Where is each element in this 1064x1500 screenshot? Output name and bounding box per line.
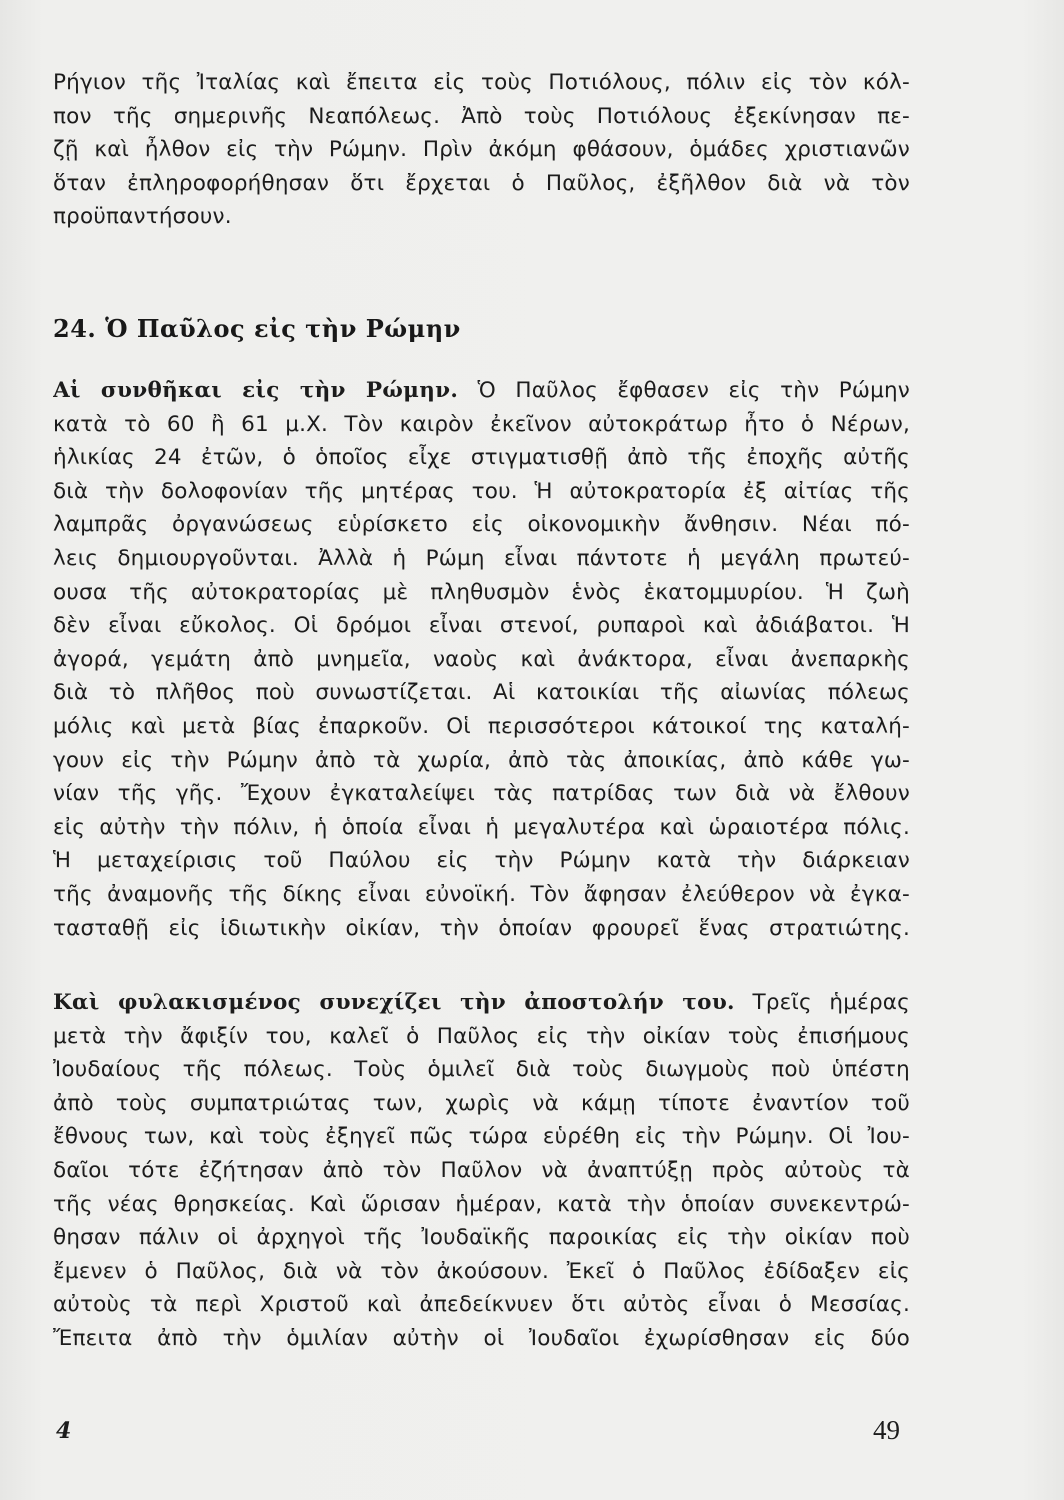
text-line: Ρήγιον τῆς Ἰταλίας καὶ ἔπειτα εἰς τοὺς Ποτιόλους, πόλιν εἰς τὸν κόλ- — [53, 70, 910, 95]
paragraph-mission-continues — [53, 986, 910, 1356]
text-line: ἀπὸ τοὺς συμπατριώτας των, χωρὶς νὰ κάμῃ τίποτε ἐναντίον τοῦ — [53, 1090, 910, 1116]
text-line: λαμπρᾶς ὀργανώσεως εὑρίσκετο εἰς οἰκονομικὴν ἄνθησιν. Νέαι πό- — [53, 512, 910, 538]
page-number: 49 — [873, 1415, 900, 1445]
text-line: ἡλικίας 24 ἐτῶν, ὁ ὁποῖος εἶχε στιγματισθῇ ἀπὸ τῆς ἐποχῆς αὐτῆς — [53, 445, 910, 471]
text-line: δὲν εἶναι εὔκολος. Οἱ δρόμοι εἶναι στενοί, ρυπαροὶ καὶ ἀδιάβατοι. Ἡ — [53, 613, 910, 639]
text-fragment: Ὁ Παῦλος ἔφθασεν εἰς τὴν Ρώμην — [458, 378, 910, 403]
section-heading: 24. Ὁ Παῦλος εἰς τὴν Ρώμην — [53, 314, 461, 343]
text-fragment: Τρεῖς ἡμέρας — [734, 990, 910, 1015]
text-line: διὰ τὸ πλῆθος ποὺ συνωστίζεται. Αἱ κατοικίαι τῆς αἰωνίας πόλεως — [53, 680, 910, 706]
text-line: ουσα τῆς αὐτοκρατορίας μὲ πληθυσμὸν ἑνὸς ἑκατομμυρίου. Ἡ ζωὴ — [53, 579, 910, 605]
paragraph-subhead: Αἱ συνθῆκαι εἰς τὴν Ρώμην. — [53, 378, 459, 403]
text-line: αὐτοὺς τὰ περὶ Χριστοῦ καὶ ἀπεδείκνυεν ὅτι αὐτὸς εἶναι ὁ Μεσσίας. — [53, 1292, 910, 1318]
text-line: νίαν τῆς γῆς. Ἔχουν ἐγκαταλείψει τὰς πατρίδας των διὰ νὰ ἔλθουν — [53, 781, 910, 807]
text-line: γουν εἰς τὴν Ρώμην ἀπὸ τὰ χωρία, ἀπὸ τὰς ἀποικίας, ἀπὸ κάθε γω- — [53, 747, 910, 773]
paragraph-subhead: Καὶ φυλακισμένος συνεχίζει τὴν ἀποστολήν του. — [53, 990, 735, 1015]
text-line — [53, 374, 910, 408]
text-line: κατὰ τὸ 60 ἢ 61 μ.Χ. Τὸν καιρὸν ἐκεῖνον αὐτοκράτωρ ἦτο ὁ Νέρων, — [53, 411, 910, 437]
intro-paragraph — [53, 66, 910, 234]
text-line: τῆς ἀναμονῆς τῆς δίκης εἶναι εὐνοϊκή. Τὸν ἄφησαν ἐλεύθερον νὰ ἐγκα- — [53, 881, 910, 907]
text-line: προϋπαντήσουν. — [53, 204, 232, 230]
text-line: Ἰουδαίους τῆς πόλεως. Τοὺς ὁμιλεῖ διὰ τοὺς διωγμοὺς ποὺ ὑπέστη — [53, 1057, 910, 1083]
text-line: Ἡ μεταχείρισις τοῦ Παύλου εἰς τὴν Ρώμην κατὰ τὴν διάρκειαν — [53, 848, 910, 874]
text-line: ἔθνους των, καὶ τοὺς ἐξηγεῖ πῶς τώρα εὑρέθη εἰς τὴν Ρώμην. Οἱ Ἰου- — [53, 1124, 910, 1150]
text-line: δαῖοι τότε ἐζήτησαν ἀπὸ τὸν Παῦλον νὰ ἀναπτύξῃ πρὸς αὐτοὺς τὰ — [53, 1157, 910, 1183]
text-line: λεις δημιουργοῦνται. Ἀλλὰ ἡ Ρώμη εἶναι πάντοτε ἡ μεγάλη πρωτεύ- — [53, 545, 910, 571]
text-line: εἰς αὐτὴν τὴν πόλιν, ἡ ὁποία εἶναι ἡ μεγαλυτέρα καὶ ὡραιοτέρα πόλις. — [53, 814, 910, 840]
text-line: μετὰ τὴν ἄφιξίν του, καλεῖ ὁ Παῦλος εἰς τὴν οἰκίαν τοὺς ἐπισήμους — [53, 1023, 910, 1049]
text-line: μόλις καὶ μετὰ βίας ἐπαρκοῦν. Οἱ περισσότεροι κάτοικοί της καταλή- — [53, 713, 910, 739]
text-line: ζῇ καὶ ἦλθον εἰς τὴν Ρώμην. Πρὶν ἀκόμη φθάσουν, ὁμάδες χριστιανῶν — [53, 137, 910, 163]
paragraph-conditions-in-rome — [53, 374, 910, 945]
text-line: ἀγορά, γεμάτη ἀπὸ μνημεῖα, ναοὺς καὶ ἀνάκτορα, εἶναι ἀνεπαρκὴς — [53, 646, 910, 672]
text-line: πον τῆς σημερινῆς Νεαπόλεως. Ἀπὸ τοὺς Ποτιόλους ἐξεκίνησαν πε- — [53, 103, 910, 129]
text-line: ὅταν ἐπληροφορήθησαν ὅτι ἔρχεται ὁ Παῦλος, ἐξῆλθον διὰ νὰ τὸν — [53, 170, 910, 196]
text-line: τασταθῇ εἰς ἰδιωτικὴν οἰκίαν, τὴν ὁποίαν φρουρεῖ ἕνας στρατιώτης. — [53, 915, 910, 941]
text-line — [53, 986, 910, 1020]
text-line: ἔμενεν ὁ Παῦλος, διὰ νὰ τὸν ἀκούσουν. Ἐκεῖ ὁ Παῦλος ἐδίδαξεν εἰς — [53, 1258, 910, 1284]
text-line: τῆς νέας θρησκείας. Καὶ ὥρισαν ἡμέραν, κατὰ τὴν ὁποίαν συνεκεντρώ- — [53, 1191, 910, 1217]
text-line: Ἔπειτα ἀπὸ τὴν ὁμιλίαν αὐτὴν οἱ Ἰουδαῖοι ἐχωρίσθησαν εἰς δύο — [53, 1325, 910, 1351]
text-line: διὰ τὴν δολοφονίαν τῆς μητέρας του. Ἡ αὐτοκρατορία ἐξ αἰτίας τῆς — [53, 478, 910, 504]
signature-mark: 4 — [56, 1418, 72, 1444]
text-line: θησαν πάλιν οἱ ἀρχηγοὶ τῆς Ἰουδαϊκῆς παροικίας εἰς τὴν οἰκίαν ποὺ — [53, 1225, 910, 1251]
